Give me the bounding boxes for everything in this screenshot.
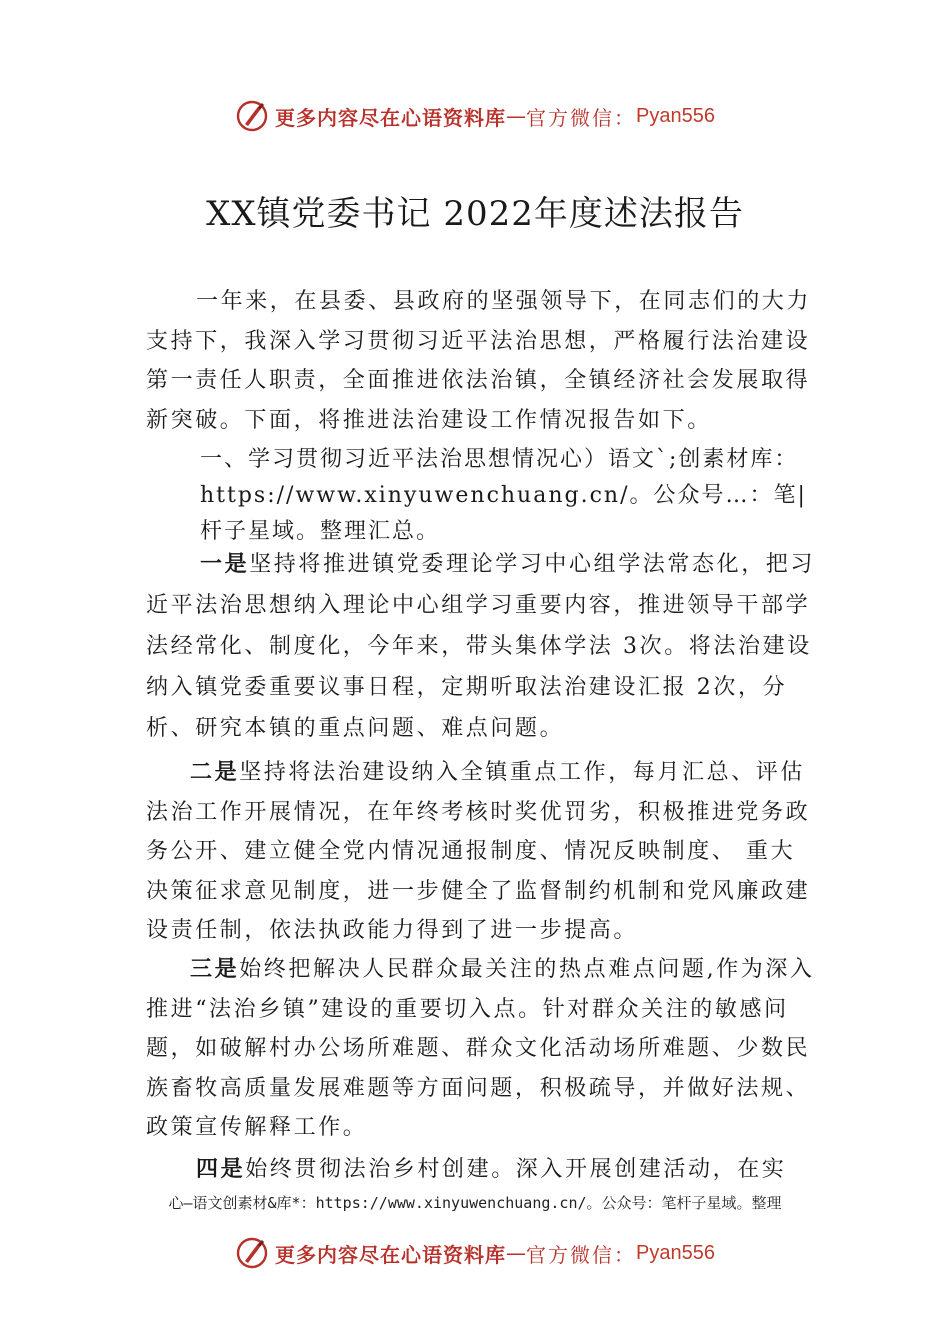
section-heading: 一、学习贯彻习近平法治思想情况心）语文`;创素材库：https://www.xinyuwenchuang.cn/。公众号…：笔|杆子星域。整理汇总。 — [200, 447, 807, 544]
item-2-text: 坚持将法治建设纳入全镇重点工作，每月汇总、评估法治工作开展情况，在年终考核时奖优罚劣，积极推进党务政务公开、建立健全党内情况通报制度、情况反映制度、 重大决策征求意见制度，进一步健全了监督制约机制和党风廉政建设责任制，依法执政能力得到了进一步提高。 — [146, 760, 811, 943]
banner-account-id: Pyan556 — [636, 104, 715, 127]
banner-separator: — — [506, 104, 527, 128]
item-4-lead: 四是 — [196, 1156, 246, 1182]
banner-brand-text: 更多内容尽在心语资料库 — [275, 1242, 507, 1267]
item-3-text: 始终把解决人民群众最关注的热点难点问题,作为深入推进“法治乡镇”建设的重要切入点。针对群众关注的敏感问题，如破解村办公场所难题、群众文化活动场所难题、少数民族畜牧高质量发展难题等方面问题，积极疏导，并做好法规、政策宣传解释工作。 — [146, 957, 815, 1140]
item-3-lead: 三是 — [190, 956, 240, 982]
item-2-lead: 二是 — [190, 759, 240, 785]
document-title: XX镇党委书记 2022年度述法报告 — [206, 194, 744, 234]
brush-logo-icon — [235, 1236, 269, 1270]
banner-wechat-label: 官方微信： — [526, 105, 637, 130]
paragraph-item-4 — [146, 1150, 818, 1190]
footer-watermark-banner — [0, 1233, 950, 1273]
item-4-text: 始终贯彻法治乡村创建。深入开展创建活动，在实 — [245, 1157, 787, 1182]
banner-wechat-label: 官方微信： — [526, 1242, 637, 1267]
intro-paragraph: 一年来，在县委、县政府的坚强领导下，在同志们的大力支持下，我深入学习贯彻习近平法治思想，严格履行法治建设第一责任人职责，全面推进依法治镇，全镇经济社会发展取得新突破。下面，将推进法治建设工作情况报告如下。 — [146, 289, 812, 433]
brush-logo-icon — [235, 99, 269, 133]
paragraph-item-3 — [146, 950, 818, 1148]
paragraph-item-1 — [146, 544, 818, 749]
item-1-lead: 一是 — [200, 551, 250, 577]
banner-account-id: Pyan556 — [636, 1241, 715, 1264]
paragraph-item-2 — [146, 753, 818, 951]
page-footnote: 心—语文创素材&库*：https://www.xinyuwenchuang.cn/。公众号：笔杆子星域。整理 — [168, 1194, 782, 1212]
item-1-text: 坚持将推进镇党委理论学习中心组学法常态化，把习近平法治思想纳入理论中心组学习重要内容，推进领导干部学法经常化、制度化，今年来，带头集体学法 3次。将法治建设纳入镇党委重要议事日程，定期听取法治建设汇报 2次，分析、研究本镇的重点问题、难点问题。 — [146, 552, 816, 741]
banner-brand-text: 更多内容尽在心语资料库 — [275, 105, 507, 130]
header-watermark-banner — [0, 96, 950, 136]
banner-separator: — — [506, 1241, 527, 1265]
